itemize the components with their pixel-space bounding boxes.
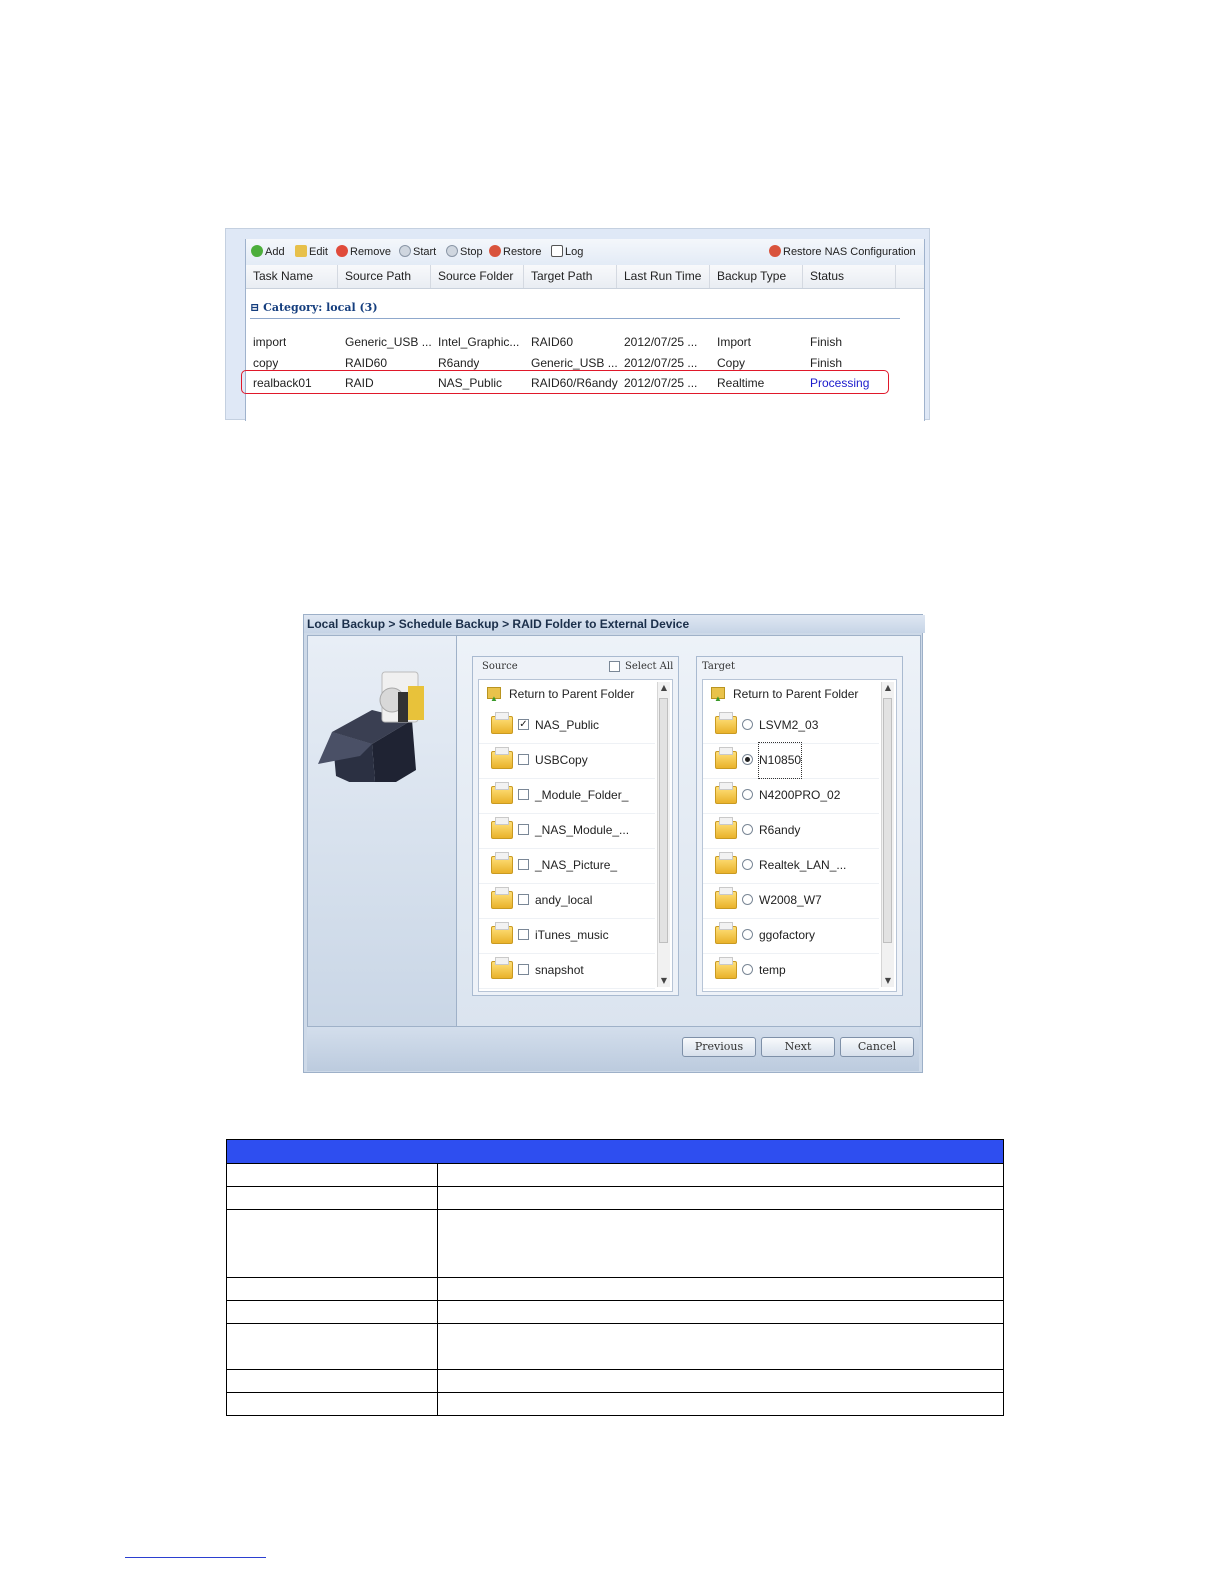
task-name-cell: copy xyxy=(253,356,279,370)
table-row xyxy=(227,1278,1004,1301)
remove-button[interactable]: Remove xyxy=(336,244,391,260)
list-item[interactable]: W2008_W7 xyxy=(703,883,879,919)
parent-folder-icon xyxy=(711,687,725,699)
last-run-cell: 2012/07/25 ... xyxy=(624,376,698,390)
list-item[interactable]: _NAS_Module_... xyxy=(479,813,655,849)
restore-icon xyxy=(489,245,501,257)
scroll-down-icon[interactable]: ▼ xyxy=(884,976,892,985)
folder-icon xyxy=(715,751,737,769)
table-cell xyxy=(438,1278,1004,1301)
folder-checkbox[interactable] xyxy=(518,754,529,765)
footer-link-underline xyxy=(125,1557,266,1558)
table-row xyxy=(227,1210,1004,1278)
table-cell xyxy=(227,1301,438,1324)
list-item[interactable]: iTunes_music xyxy=(479,918,655,954)
table-row xyxy=(227,1324,1004,1370)
folder-checkbox[interactable] xyxy=(518,859,529,870)
list-item[interactable]: N4200PRO_02 xyxy=(703,778,879,814)
scroll-up-icon[interactable]: ▲ xyxy=(660,683,668,692)
target-scrollbar[interactable] xyxy=(881,682,894,987)
column-header[interactable]: Source Folder xyxy=(431,265,524,288)
start-icon xyxy=(399,245,411,257)
cancel-button[interactable]: Cancel xyxy=(840,1037,914,1057)
stop-icon xyxy=(446,245,458,257)
backup-box-illustration xyxy=(312,652,452,782)
table-cell xyxy=(227,1393,438,1416)
task-name-cell: import xyxy=(253,335,287,349)
table-cell xyxy=(438,1210,1004,1278)
last-run-cell: 2012/07/25 ... xyxy=(624,356,698,370)
folder-icon xyxy=(491,856,513,874)
start-button[interactable]: Start xyxy=(399,244,436,260)
column-header[interactable]: Source Path xyxy=(338,265,431,288)
list-item[interactable]: ✓ NAS_Public xyxy=(479,708,655,744)
log-button[interactable]: Log xyxy=(551,244,583,260)
folder-radio[interactable] xyxy=(742,824,753,835)
remove-icon xyxy=(336,245,348,257)
target-pane xyxy=(696,656,903,996)
folder-icon xyxy=(715,821,737,839)
folder-radio[interactable] xyxy=(742,719,753,730)
table-cell xyxy=(438,1324,1004,1370)
table-row xyxy=(227,1164,1004,1187)
target-path-cell: RAID60 xyxy=(531,335,574,349)
select-all-checkbox[interactable] xyxy=(609,661,620,672)
folder-icon xyxy=(491,716,513,734)
description-table xyxy=(226,1139,1004,1416)
source-scrollbar[interactable] xyxy=(657,682,670,987)
status-cell: Finish xyxy=(810,335,843,349)
add-icon xyxy=(251,245,263,257)
restore-button[interactable]: Restore xyxy=(489,244,542,260)
table-cell xyxy=(438,1164,1004,1187)
folder-checkbox[interactable] xyxy=(518,929,529,940)
source-path-cell: RAID xyxy=(345,376,374,390)
folder-checkbox[interactable] xyxy=(518,964,529,975)
folder-radio[interactable] xyxy=(742,929,753,940)
table-cell xyxy=(227,1324,438,1370)
table-cell xyxy=(227,1278,438,1301)
log-icon xyxy=(551,245,563,257)
folder-radio[interactable] xyxy=(742,754,753,765)
table-row xyxy=(227,1301,1004,1324)
parent-folder-icon xyxy=(487,687,501,699)
column-header[interactable]: Backup Type xyxy=(710,265,803,288)
column-header[interactable]: Task Name xyxy=(246,265,338,288)
folder-checkbox[interactable] xyxy=(518,789,529,800)
edit-button[interactable]: Edit xyxy=(295,244,328,260)
folder-checkbox[interactable]: ✓ xyxy=(519,719,528,730)
table-cell xyxy=(227,1210,438,1278)
column-header[interactable]: Status xyxy=(803,265,896,288)
folder-icon xyxy=(715,891,737,909)
folder-icon xyxy=(491,786,513,804)
list-item[interactable]: LSVM2_03 xyxy=(703,708,879,744)
source-pane-header xyxy=(473,657,678,677)
table-row xyxy=(227,1370,1004,1393)
task-name-cell: realback01 xyxy=(253,376,312,390)
source-path-cell: RAID60 xyxy=(345,356,388,370)
folder-radio[interactable] xyxy=(742,894,753,905)
target-path-cell: Generic_USB ... xyxy=(531,356,618,370)
folder-checkbox[interactable] xyxy=(518,824,529,835)
select-all-label: Select All xyxy=(625,661,674,672)
folder-radio[interactable] xyxy=(742,964,753,975)
backup-type-cell: Import xyxy=(717,335,752,349)
list-item[interactable]: R6andy xyxy=(703,813,879,849)
target-folder-list[interactable] xyxy=(702,679,897,992)
list-item[interactable]: _NAS_Picture_ xyxy=(479,848,655,884)
folder-icon xyxy=(491,891,513,909)
list-item[interactable]: Realtek_LAN_... xyxy=(703,848,879,884)
scroll-down-icon[interactable]: ▼ xyxy=(660,976,668,985)
backup-list-screenshot xyxy=(225,228,930,420)
backup-type-cell: Realtime xyxy=(717,376,765,390)
list-item[interactable]: USBCopy xyxy=(479,743,655,779)
folder-icon xyxy=(491,751,513,769)
table-cell xyxy=(438,1370,1004,1393)
status-cell: Processing xyxy=(810,376,870,390)
restore-nas-icon xyxy=(769,245,781,257)
backup-grid-panel xyxy=(245,239,925,421)
folder-icon xyxy=(491,821,513,839)
wizard-screenshot xyxy=(303,614,923,1073)
list-item[interactable]: andy_local xyxy=(479,883,655,919)
list-item[interactable]: snapshot xyxy=(479,953,655,989)
next-button[interactable]: Next xyxy=(761,1037,835,1057)
backup-type-cell: Copy xyxy=(717,356,746,370)
wizard-footer xyxy=(307,1027,919,1071)
column-header[interactable]: Target Path xyxy=(524,265,617,288)
folder-icon xyxy=(715,786,737,804)
source-folder-cell: NAS_Public xyxy=(438,376,503,390)
collapse-icon[interactable]: ⊟ xyxy=(250,301,260,314)
folder-icon xyxy=(715,716,737,734)
target-pane-header xyxy=(697,657,902,677)
wizard-main-panel xyxy=(456,635,921,1027)
folder-icon xyxy=(491,926,513,944)
status-cell: Finish xyxy=(810,356,843,370)
scroll-thumb[interactable] xyxy=(659,698,668,943)
target-path-cell: RAID60/R6andy xyxy=(531,376,618,390)
column-header[interactable]: Last Run Time xyxy=(617,265,710,288)
list-item[interactable]: temp xyxy=(703,953,879,989)
source-folder-cell: R6andy xyxy=(438,356,480,370)
category-group-header[interactable]: ⊟ Category: local (3) xyxy=(250,301,378,314)
folder-icon xyxy=(715,961,737,979)
stop-button[interactable]: Stop xyxy=(446,244,483,260)
table-header-cell xyxy=(227,1140,1004,1164)
folder-icon xyxy=(491,961,513,979)
highlight-box xyxy=(241,370,889,394)
folder-radio[interactable] xyxy=(742,789,753,800)
source-folder-cell: Intel_Graphic... xyxy=(438,335,520,349)
folder-radio[interactable] xyxy=(742,859,753,870)
grid-header xyxy=(246,265,924,289)
table-cell xyxy=(438,1301,1004,1324)
target-label: Target xyxy=(702,661,735,672)
scroll-up-icon[interactable]: ▲ xyxy=(884,683,892,692)
edit-icon xyxy=(295,245,307,257)
table-row xyxy=(227,1187,1004,1210)
wizard-side-panel xyxy=(307,635,457,1027)
table-cell xyxy=(227,1187,438,1210)
folder-icon xyxy=(715,926,737,944)
source-label: Source xyxy=(482,661,518,672)
folder-checkbox[interactable] xyxy=(518,894,529,905)
table-cell xyxy=(438,1187,1004,1210)
backup-toolbar xyxy=(246,239,924,266)
table-header-row xyxy=(227,1140,1004,1164)
target-return-parent[interactable]: ▲ Return to Parent Folder xyxy=(703,680,879,708)
category-divider xyxy=(250,318,900,319)
list-item[interactable]: N10850 xyxy=(703,743,879,779)
previous-button[interactable]: Previous xyxy=(682,1037,756,1057)
list-item[interactable]: _Module_Folder_ xyxy=(479,778,655,814)
source-return-parent[interactable]: ▲ Return to Parent Folder xyxy=(479,680,655,708)
table-row[interactable] xyxy=(246,332,906,352)
table-cell xyxy=(227,1164,438,1187)
list-item[interactable]: ggofactory xyxy=(703,918,879,954)
table-cell xyxy=(438,1393,1004,1416)
last-run-cell: 2012/07/25 ... xyxy=(624,335,698,349)
wizard-title: Local Backup > Schedule Backup > RAID Folder to External Device xyxy=(304,615,925,633)
source-folder-list[interactable] xyxy=(478,679,673,992)
folder-icon xyxy=(715,856,737,874)
table-row xyxy=(227,1393,1004,1416)
source-pane xyxy=(472,656,679,996)
source-path-cell: Generic_USB ... xyxy=(345,335,432,349)
scroll-thumb[interactable] xyxy=(883,698,892,943)
restore-nas-config-button[interactable]: Restore NAS Configuration xyxy=(769,244,916,260)
table-cell xyxy=(227,1370,438,1393)
add-button[interactable]: Add xyxy=(251,244,285,260)
